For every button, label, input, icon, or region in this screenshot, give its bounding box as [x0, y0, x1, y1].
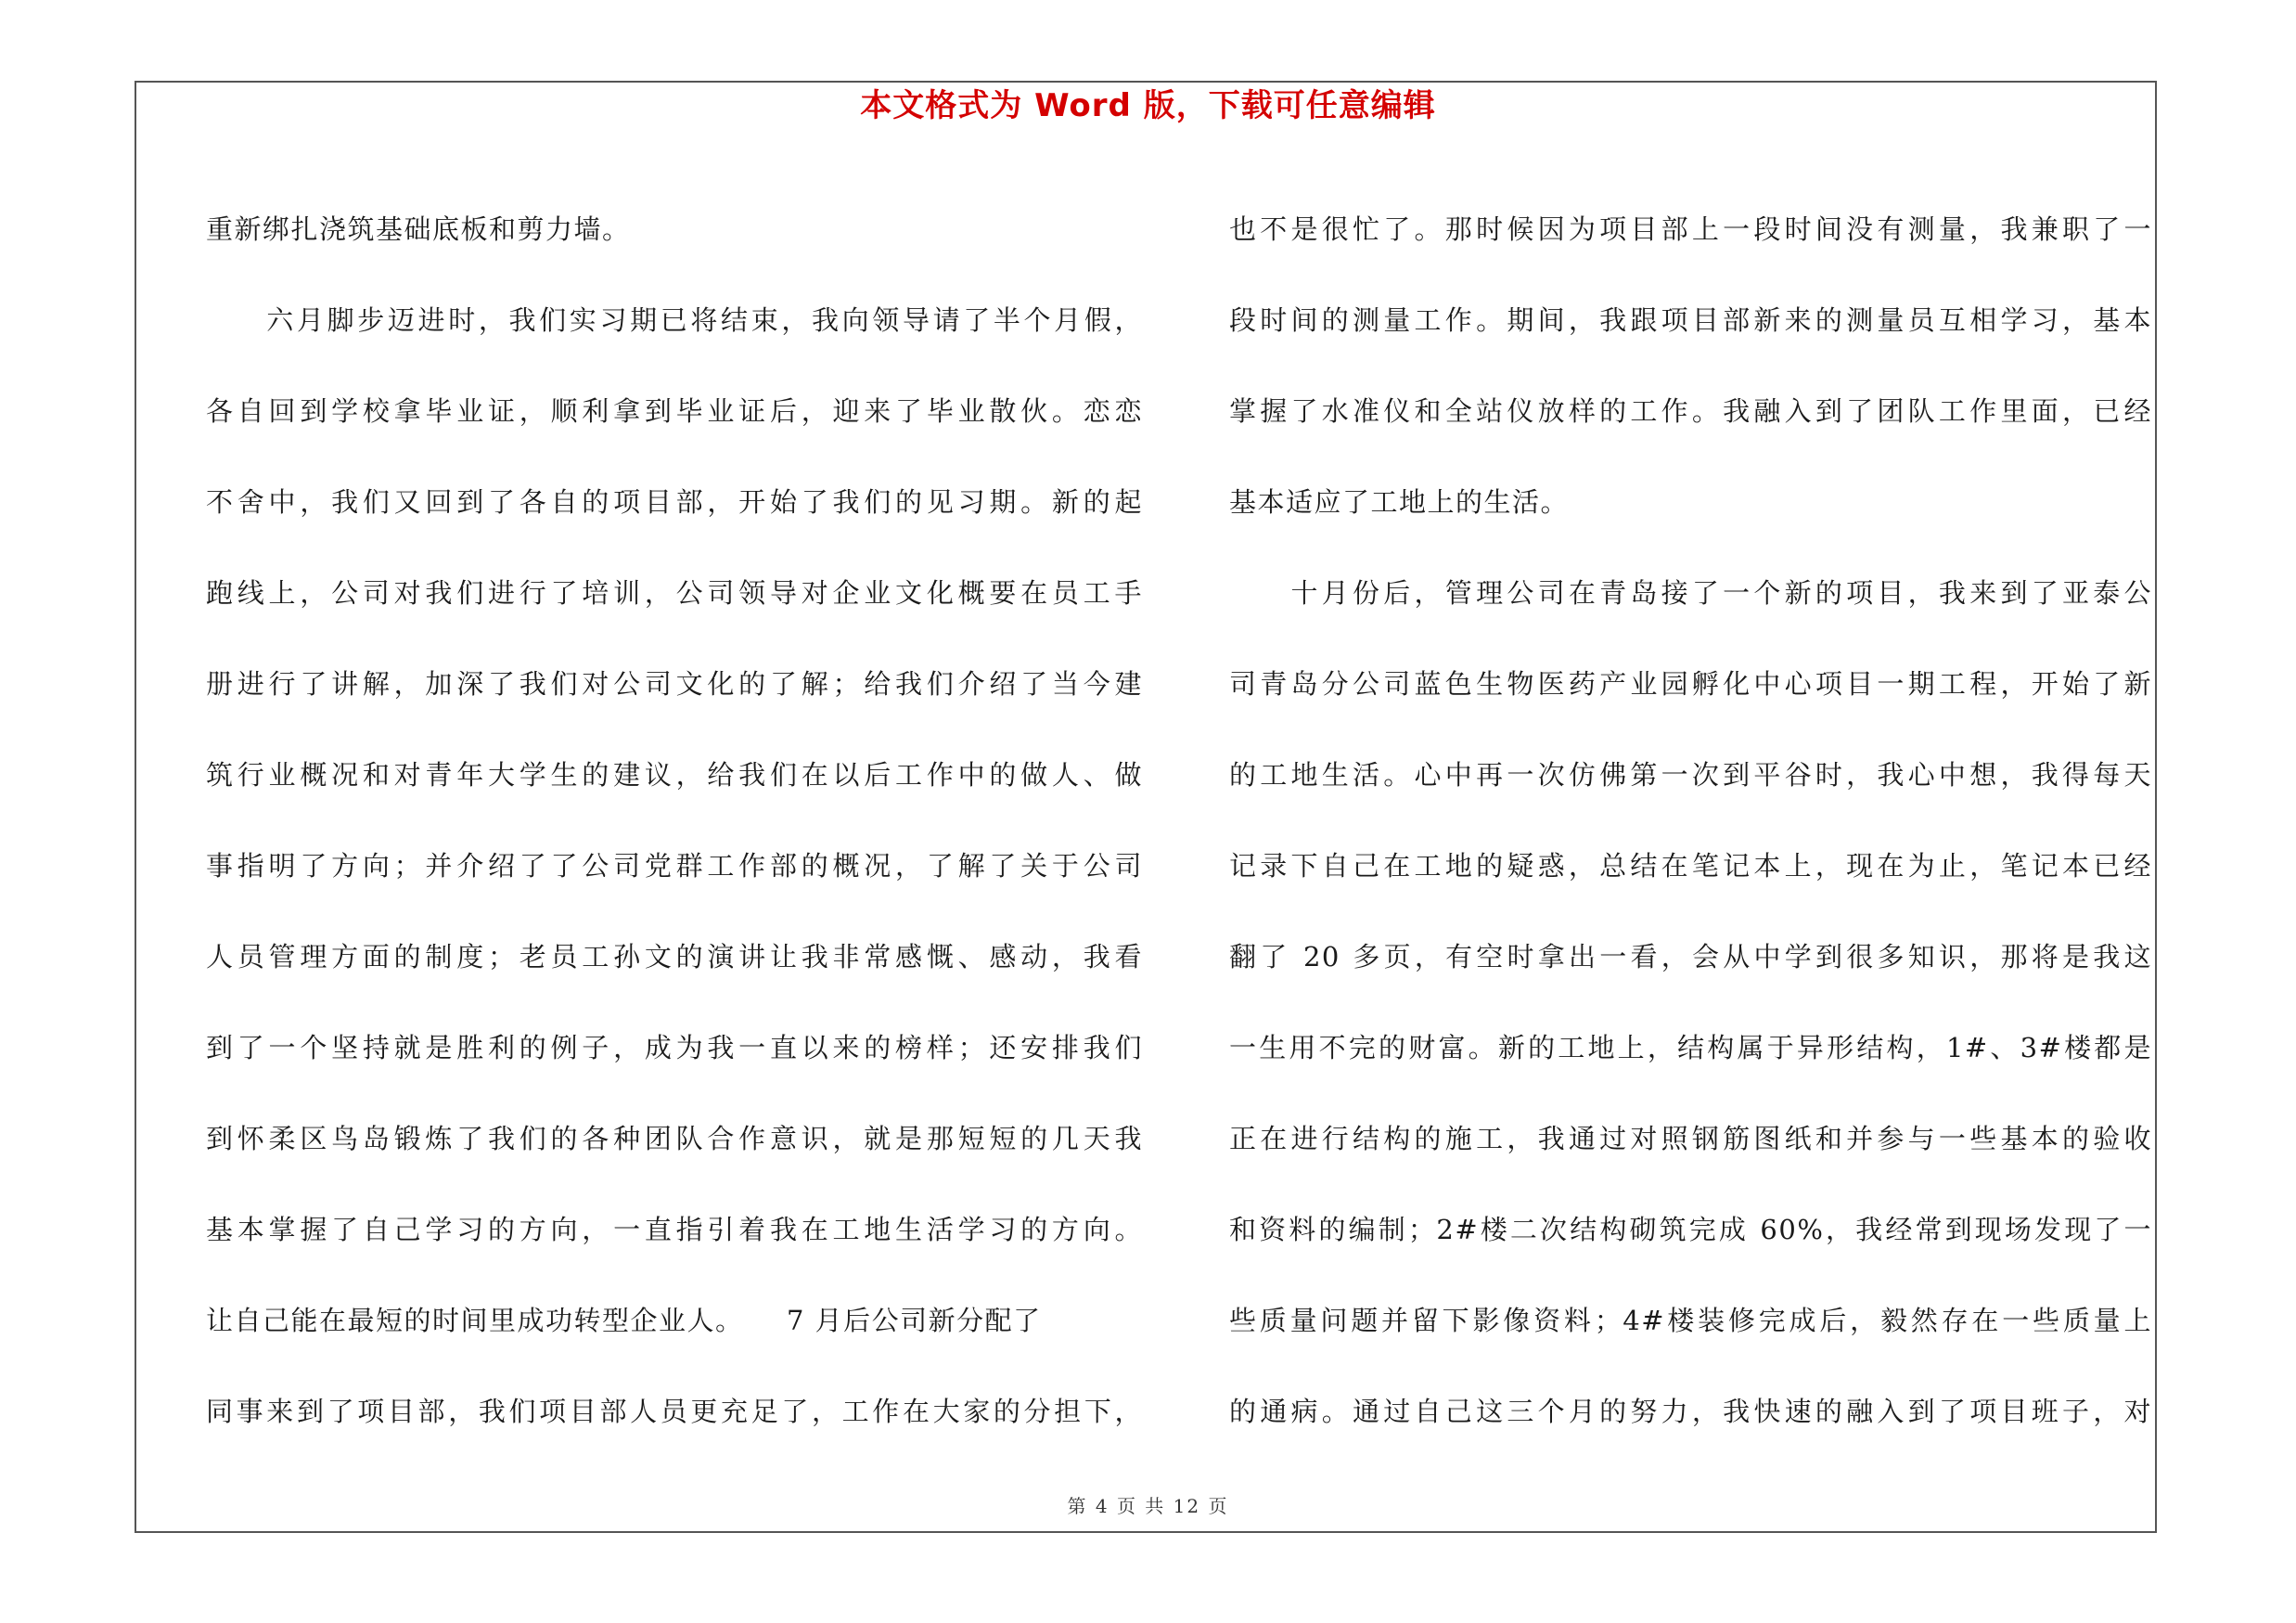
text-line: 筑行业概况和对青年大学生的建议，给我们在以后工作中的做人、做 — [206, 759, 1143, 791]
text-line: 事指明了方向；并介绍了了公司党群工作部的概况，了解了关于公司 — [206, 850, 1143, 882]
text-line: 也不是很忙了。那时候因为项目部上一段时间没有测量，我兼职了一 — [1229, 213, 2152, 245]
text-line: 重新绑扎浇筑基础底板和剪力墙。 — [206, 213, 631, 245]
text-line: 掌握了水准仪和全站仪放样的工作。我融入到了团队工作里面，已经 — [1229, 395, 2152, 427]
text-line: 人员管理方面的制度；老员工孙文的演讲让我非常感慨、感动，我看 — [206, 941, 1143, 973]
text-line: 同事来到了项目部，我们项目部人员更充足了，工作在大家的分担下， — [206, 1396, 1143, 1427]
text-line: 记录下自己在工地的疑惑，总结在笔记本上，现在为止，笔记本已经 — [1229, 850, 2152, 882]
text-line: 十月份后，管理公司在青岛接了一个新的项目，我来到了亚泰公 — [1229, 577, 2152, 609]
text-line: 不舍中，我们又回到了各自的项目部，开始了我们的见习期。新的起 — [206, 486, 1143, 518]
right-text-column — [1229, 184, 2152, 1457]
text-line: 和资料的编制；2#楼二次结构砌筑完成 60%，我经常到现场发现了一 — [1229, 1214, 2152, 1245]
page-number: 第 4 页 共 12 页 — [1067, 1495, 1229, 1517]
text-line: 翻了 20 多页，有空时拿出一看，会从中学到很多知识，那将是我这 — [1229, 941, 2152, 973]
format-banner: 本文格式为 Word 版，下载可任意编辑 — [860, 87, 1436, 124]
text-line: 六月脚步迈进时，我们实习期已将结束，我向领导请了半个月假， — [206, 304, 1143, 336]
text-line: 让自己能在最短的时间里成功转型企业人。 7 月后公司新分配了 — [206, 1305, 1042, 1336]
text-line: 到怀柔区鸟岛锻炼了我们的各种团队合作意识，就是那短短的几天我 — [206, 1123, 1143, 1154]
text-line: 跑线上，公司对我们进行了培训，公司领导对企业文化概要在员工手 — [206, 577, 1143, 609]
text-line: 些质量问题并留下影像资料；4#楼装修完成后，毅然存在一些质量上 — [1229, 1305, 2152, 1336]
text-line: 司青岛分公司蓝色生物医药产业园孵化中心项目一期工程，开始了新 — [1229, 668, 2152, 700]
text-line: 段时间的测量工作。期间，我跟项目部新来的测量员互相学习，基本 — [1229, 304, 2152, 336]
text-line: 册进行了讲解，加深了我们对公司文化的了解；给我们介绍了当今建 — [206, 668, 1143, 700]
text-line: 到了一个坚持就是胜利的例子，成为我一直以来的榜样；还安排我们 — [206, 1032, 1143, 1063]
text-line: 正在进行结构的施工，我通过对照钢筋图纸和并参与一些基本的验收 — [1229, 1123, 2152, 1154]
text-line: 的通病。通过自己这三个月的努力，我快速的融入到了项目班子，对 — [1229, 1396, 2152, 1427]
text-line: 基本适应了工地上的生活。 — [1229, 486, 1570, 518]
text-line: 基本掌握了自己学习的方向，一直指引着我在工地生活学习的方向。 — [206, 1214, 1143, 1245]
text-line: 各自回到学校拿毕业证，顺利拿到毕业证后，迎来了毕业散伙。恋恋 — [206, 395, 1143, 427]
text-line: 一生用不完的财富。新的工地上，结构属于异形结构，1#、3#楼都是 — [1229, 1032, 2152, 1063]
text-line: 的工地生活。心中再一次仿佛第一次到平谷时，我心中想，我得每天 — [1229, 759, 2152, 791]
left-text-column — [206, 184, 1143, 1457]
